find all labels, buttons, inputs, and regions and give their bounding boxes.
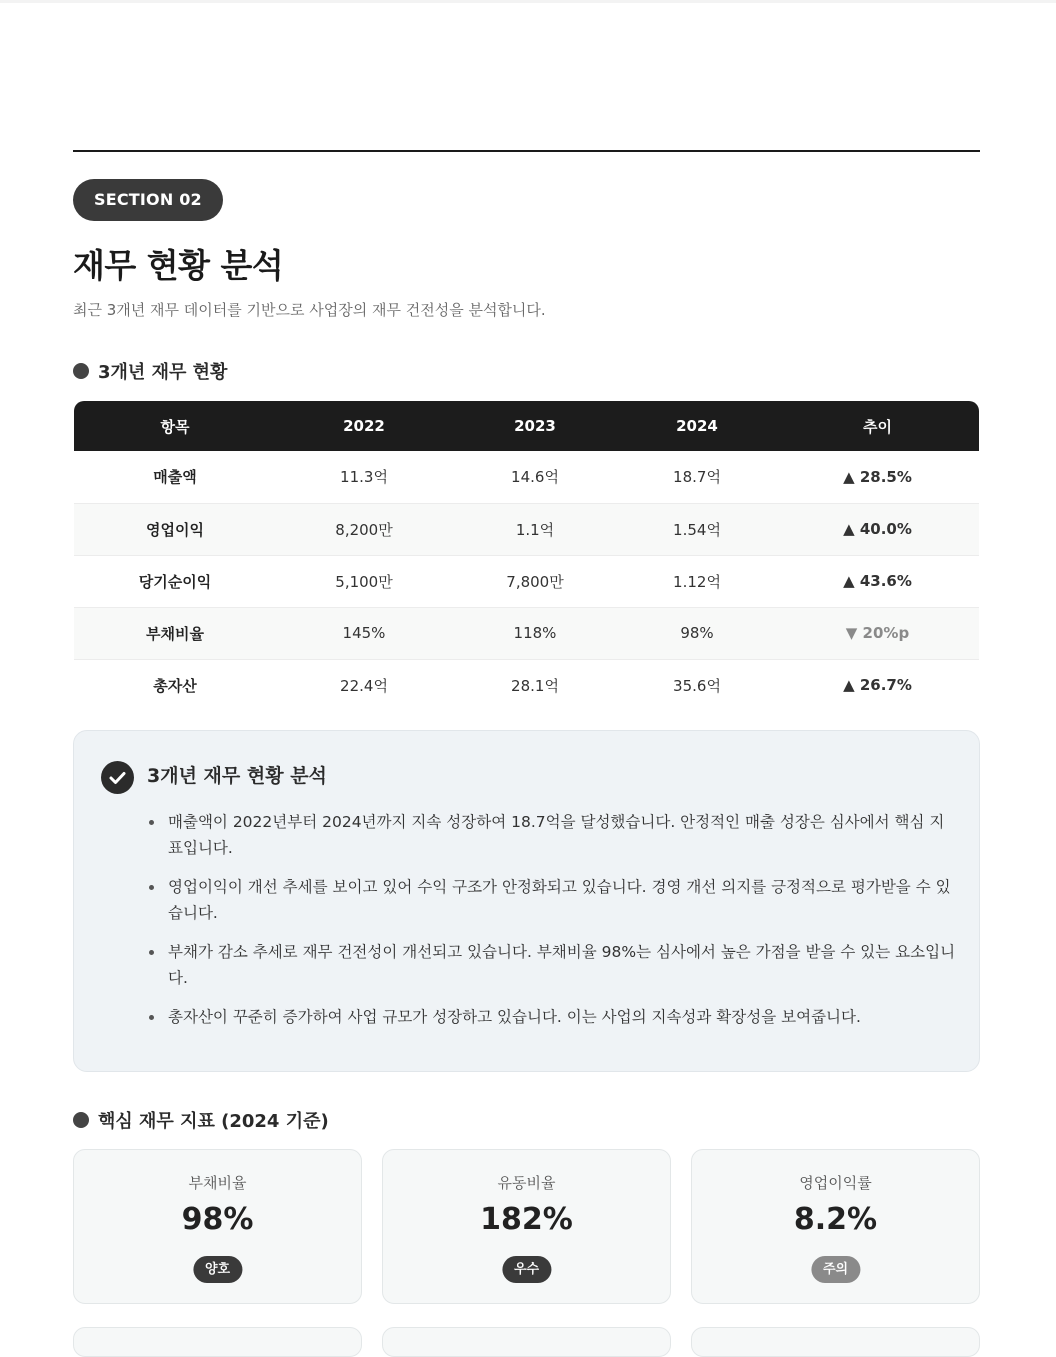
status-badge: 우수 — [502, 1256, 551, 1283]
page-title: 재무 현황 분석 — [73, 246, 284, 285]
check-icon — [101, 761, 134, 794]
table-header-row — [74, 401, 979, 451]
status-badge: 주의 — [811, 1256, 860, 1283]
header-2022: 2022 — [343, 417, 385, 435]
metric-card-partial — [382, 1327, 671, 1357]
cell-2023: 1.1억 — [452, 503, 618, 555]
cell-item: 총자산 — [153, 676, 197, 695]
metric-card-operating-margin — [691, 1149, 980, 1304]
list-item: 부채가 감소 추세로 재무 건전성이 개선되고 있습니다. 부채비율 98%는 심사에서 높은 가점을 받을 수 있는 요소입니다. — [147, 939, 957, 991]
table-row — [74, 659, 979, 711]
cell-trend: ▼ 20%p — [776, 607, 979, 659]
bullet-dot-icon — [73, 1112, 89, 1128]
cell-2022: 22.4억 — [340, 676, 388, 695]
table-row — [74, 607, 979, 659]
bullet-dot-icon — [73, 363, 89, 379]
section-badge: SECTION 02 — [73, 179, 223, 221]
cell-2023: 14.6억 — [452, 451, 618, 503]
metric-value: 182% — [480, 1202, 573, 1237]
table-heading-text: 3개년 재무 현황 — [98, 362, 228, 383]
cell-item: 당기순이익 — [74, 555, 276, 607]
cell-2022: 8,200만 — [276, 503, 452, 555]
list-item: 매출액이 2022년부터 2024년까지 지속 성장하여 18.7억을 달성했습니다. 안정적인 매출 성장은 심사에서 핵심 지표입니다. — [147, 809, 957, 861]
page-description: 최근 3개년 재무 데이터를 기반으로 사업장의 재무 건전성을 분석합니다. — [73, 301, 546, 319]
analysis-panel — [73, 730, 980, 1072]
cell-2023: 118% — [452, 607, 618, 659]
cell-2022: 11.3억 — [276, 451, 452, 503]
cell-2023: 7,800만 — [452, 555, 618, 607]
cell-2024: 35.6억 — [673, 676, 721, 695]
metric-label: 영업이익률 — [799, 1174, 872, 1192]
cell-trend: ▲ 43.6% — [776, 555, 979, 607]
metric-label: 부채비율 — [188, 1174, 247, 1192]
top-divider — [0, 0, 1056, 3]
list-item: 영업이익이 개선 추세를 보이고 있어 수익 구조가 안정화되고 있습니다. 경영 개선 의지를 긍정적으로 평가받을 수 있습니다. — [147, 874, 957, 926]
metrics-heading — [73, 1107, 329, 1133]
metric-label: 유동비율 — [497, 1174, 556, 1192]
analysis-list — [147, 809, 957, 1043]
table-row — [74, 451, 979, 503]
analysis-title: 3개년 재무 현황 분석 — [147, 765, 327, 787]
cell-2022: 5,100만 — [276, 555, 452, 607]
section-rule — [73, 150, 980, 152]
table-row — [74, 555, 979, 607]
table-heading — [73, 358, 227, 384]
header-item: 항목 — [160, 417, 190, 436]
header-2023: 2023 — [514, 417, 556, 435]
metric-card-partial — [73, 1327, 362, 1357]
cell-item: 영업이익 — [74, 503, 276, 555]
metric-card-debt-ratio — [73, 1149, 362, 1304]
cell-2022: 145% — [276, 607, 452, 659]
header-2024: 2024 — [676, 417, 718, 435]
cell-2024: 1.12억 — [618, 555, 776, 607]
header-trend: 추이 — [863, 417, 892, 436]
financial-table — [74, 401, 979, 711]
list-item: 총자산이 꾸준히 증가하여 사업 규모가 성장하고 있습니다. 이는 사업의 지속성과 확장성을 보여줍니다. — [147, 1004, 957, 1030]
cell-trend: ▲ 28.5% — [776, 451, 979, 503]
table-row — [74, 503, 979, 555]
metric-value: 98% — [181, 1202, 254, 1237]
metrics-heading-text: 핵심 재무 지표 (2024 기준) — [98, 1111, 329, 1132]
cell-trend: ▲ 26.7% — [843, 676, 912, 695]
metric-card-partial — [691, 1327, 980, 1357]
cell-item: 부채비율 — [74, 607, 276, 659]
status-badge: 양호 — [193, 1256, 242, 1283]
cell-2024: 1.54억 — [618, 503, 776, 555]
cell-trend: ▲ 40.0% — [776, 503, 979, 555]
cell-2023: 28.1억 — [511, 676, 559, 695]
cell-2024: 98% — [618, 607, 776, 659]
metric-value: 8.2% — [793, 1202, 878, 1237]
metric-card-current-ratio — [382, 1149, 671, 1304]
cell-item: 매출액 — [74, 451, 276, 503]
cell-2024: 18.7억 — [618, 451, 776, 503]
